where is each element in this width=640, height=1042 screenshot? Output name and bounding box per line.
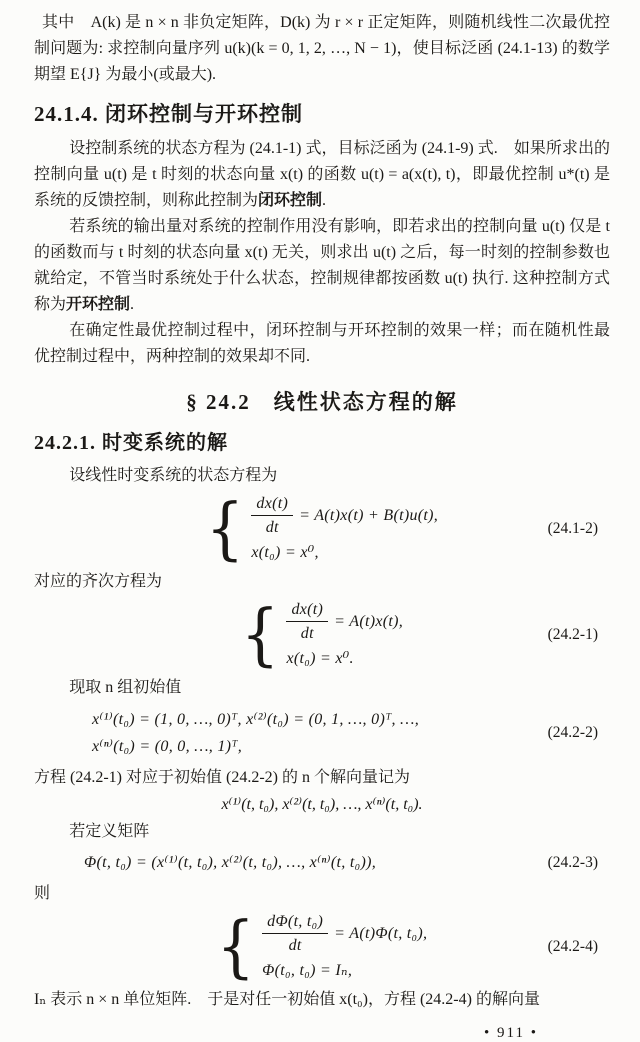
paragraph-open-loop-text: 若系统的输出量对系统的控制作用没有影响，即若求出的控制向量 u(t) 仅是 t 的函数而与 t 时刻的状态向量 x(t) 无关，则求出 u(t) 之后，每一时刻的控制参数也就给定，不管当时系统处于什么状态，控制规律都按函数 u(t) 执行. 这种控制方式称为: [34, 218, 610, 313]
paragraph-open-loop-end: .: [130, 296, 135, 313]
left-brace: {: [205, 489, 245, 569]
equation-24-2-2-line1: x⁽¹⁾(t₀) = (1, 0, …, 0)ᵀ, x⁽²⁾(t₀) = (0, 1, …, 0)ᵀ, …,: [92, 711, 419, 728]
equation-label-24-1-2: (24.1-2): [547, 520, 598, 537]
left-brace: {: [216, 907, 256, 987]
page-number: • 911 •: [484, 1025, 538, 1041]
equation-24-2-4-lines: [262, 912, 427, 982]
fraction-numerator: dx(t): [286, 600, 328, 622]
paragraph-closing-text: Iₙ 表示 n × n 单位矩阵. 于是对任一初始值 x(t₀)，方程 (24.2-4) 的解向量: [34, 991, 540, 1008]
equation-24-2-2-line2: x⁽ⁿ⁾(t₀) = (0, 0, …, 1)ᵀ,: [92, 738, 243, 755]
fraction-denominator: dt: [300, 625, 314, 642]
left-brace: {: [240, 595, 280, 675]
equation-24-1-2: [34, 489, 610, 569]
paragraph-comparison: [34, 318, 610, 370]
equation-24-2-2: [34, 706, 610, 760]
lead-solution-vectors: 方程 (24.2-1) 对应于初始值 (24.2-2) 的 n 个解向量记为: [34, 769, 410, 786]
section-heading-24-1-4: 24.1.4. 闭环控制与开环控制: [34, 102, 303, 126]
solution-vectors-line: x⁽¹⁾(t, t₀), x⁽²⁾(t, t₀), …, x⁽ⁿ⁾(t, t₀).: [221, 796, 423, 813]
fraction-dphidt: [262, 912, 328, 955]
paragraph-closed-loop: [34, 136, 610, 214]
paragraph-intro-text: 其中 A(k) 是 n × n 非负定矩阵，D(k) 为 r × r 正定矩阵，则随机线性二次最优控制问题为: 求控制向量序列 u(k)(k = 0, 1, 2, …, N − 1)，使目标泛函 (24.1-13) 的数学期望 E{J} 为最小(或最大).: [34, 14, 610, 83]
chapter-heading-24-2: § 24.2 线性状态方程的解: [186, 390, 458, 414]
equation-24-2-4-body: [216, 907, 428, 987]
lead-define-matrix: 若定义矩阵: [69, 823, 150, 840]
term-closed-loop-control: 闭环控制: [258, 192, 323, 209]
equation-label-24-2-2: (24.2-2): [547, 724, 598, 741]
paragraph-intro: [34, 10, 610, 88]
lead-homogeneous: 对应的齐次方程为: [34, 573, 163, 590]
fraction-numerator: dx(t): [251, 494, 293, 516]
lead-state-equation: 设线性时变系统的状态方程为: [69, 467, 278, 484]
equation-24-2-1: [34, 595, 610, 675]
lead-then: 则: [34, 885, 51, 902]
lead-initial-values: 现取 n 组初始值: [69, 679, 182, 696]
equation-24-2-4-line1: [262, 912, 427, 955]
equation-label-24-2-4: (24.2-4): [547, 938, 598, 955]
equation-rhs: = A(t)x(t) + B(t)u(t),: [299, 506, 439, 524]
equation-24-1-2-lines: [251, 494, 438, 564]
equation-24-2-2-body: [92, 706, 610, 760]
equation-24-1-2-line1: [251, 494, 438, 537]
equation-24-1-2-line2: x(t₀) = x⁰,: [251, 544, 319, 561]
fraction-denominator: dt: [265, 519, 279, 536]
paragraph-closed-loop-text: 设控制系统的状态方程为 (24.1-1) 式，目标泛函为 (24.1-9) 式. 如果所求出的控制向量 u(t) 是 t 时刻的状态向量 x(t) 的函数 u(t) = a(x(t), t)，即最优控制 u*(t) 是系统的反馈控制，则称此控制为: [34, 140, 610, 209]
paragraph-open-loop: [34, 214, 610, 318]
equation-24-2-1-body: [240, 595, 404, 675]
fraction-numerator: dΦ(t, t₀): [262, 912, 328, 934]
equation-24-2-1-line1: [286, 600, 403, 643]
equation-rhs: = A(t)Φ(t, t₀),: [334, 924, 428, 942]
equation-24-2-1-lines: [286, 600, 403, 670]
equation-24-1-2-body: [205, 489, 439, 569]
equation-24-2-1-line2: x(t₀) = x⁰.: [286, 650, 354, 667]
equation-24-2-3: [34, 850, 610, 876]
paragraph-closed-loop-end: .: [322, 192, 327, 209]
fraction-denominator: dt: [288, 937, 302, 954]
equation-rhs: = A(t)x(t),: [334, 612, 404, 630]
paragraph-closing: [34, 987, 610, 1013]
subsection-heading-24-2-1: 24.2.1. 时变系统的解: [34, 432, 228, 454]
equation-24-2-3-body: Φ(t, t₀) = (x⁽¹⁾(t, t₀), x⁽²⁾(t, t₀), …, x⁽ⁿ⁾(t, t₀)),: [84, 854, 377, 871]
equation-24-2-4-line2: Φ(t₀, t₀) = Iₙ,: [262, 962, 353, 979]
equation-label-24-2-1: (24.2-1): [547, 626, 598, 643]
paragraph-comparison-text: 在确定性最优控制过程中，闭环控制与开环控制的效果一样；而在随机性最优控制过程中，两种控制的效果却不同.: [34, 322, 610, 365]
fraction-dxdt: [286, 600, 328, 643]
equation-label-24-2-3: (24.2-3): [547, 854, 598, 871]
term-open-loop-control: 开环控制: [66, 296, 131, 313]
equation-24-2-4: [34, 907, 610, 987]
fraction-dxdt: [251, 494, 293, 537]
